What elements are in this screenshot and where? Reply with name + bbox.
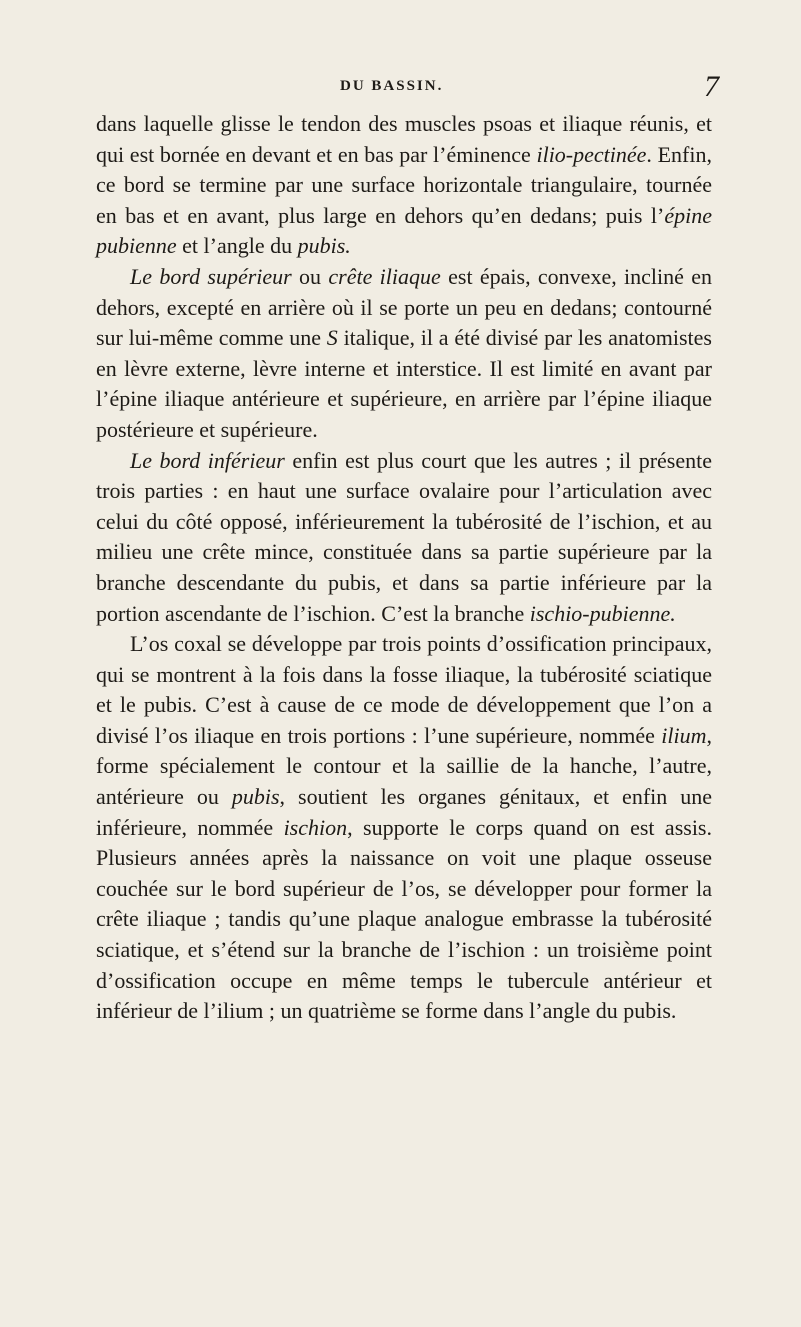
italic-term: S	[326, 325, 338, 351]
italic-term: pubis	[231, 784, 280, 810]
text-run: . Enfin, ce bord se termine par une surface horizontale triangulaire, tournée en bas et en avant, plus large en dehors qu’en dedans; puis l’	[96, 141, 712, 228]
text-run: ou	[291, 263, 329, 289]
text-run: est épais, convexe, incliné en dehors, excepté en arrière où il se porte un peu en dedans; contourné sur lui-même comme une	[96, 263, 712, 351]
italic-term: ilium	[661, 722, 707, 748]
page-number: 7	[704, 70, 719, 103]
italic-term: ischion	[283, 814, 348, 840]
text-run: dans laquelle glisse le tendon des muscles psoas et iliaque réunis, et qui est bornée en devant et en bas par l’éminence	[96, 111, 712, 167]
italic-term: Le bord inférieur	[130, 447, 285, 473]
italic-term: ilio-pectinée	[536, 141, 647, 167]
text-run: L’os coxal se développe par trois points d’ossification principaux, qui se montrent à la fois dans la fosse iliaque, la tubérosité sciatique et le pubis. C’est à cause de ce mode de développement que l’on a divisé l’os iliaque en trois portions : l’une supérieure, nommée	[96, 631, 712, 748]
italic-term: supérieur	[207, 263, 292, 289]
text-run: , forme spécialement le contour et la saillie de la hanche, l’autre, antérieure ou	[96, 722, 712, 810]
paragraph	[96, 446, 712, 630]
text-run: et l’angle du	[176, 233, 298, 259]
italic-term: ischio-pubienne.	[529, 600, 676, 626]
italic-term: Le bord	[130, 263, 201, 289]
text-run: , soutient les organes génitaux, et enfin une inférieure, nommée	[96, 784, 712, 840]
paragraph	[96, 629, 712, 1027]
text-run: enfin est plus court que les autres ; il présente trois parties : en haut une surface ovalaire pour l’articulation avec celui du côté opposé, inférieurement la tubérosité de l’ischion, et au milieu une crête mince, constituée dans sa partie supérieure par la branche descendante du pubis, et dans sa partie inférieure par la portion ascendante de l’ischion. C’est la branche	[96, 447, 712, 626]
italic-term: crête iliaque	[328, 263, 441, 289]
paragraph	[96, 109, 712, 262]
text-run: , supporte le corps quand on est assis. Plusieurs années après la naissance on voit une plaque osseuse couchée sur le bord supérieur de l’os, se développer pour former la crête iliaque ; tandis qu’une plaque analogue embrasse la tubérosité sciatique, et s’étend sur la branche de l’ischion : un troisième point d’ossification occupe en même temps le tubercule antérieur et inférieur de l’ilium ; un quatrième se forme dans l’angle du pubis.	[96, 814, 712, 1024]
italic-term: épine pubienne	[96, 202, 712, 259]
body-text	[96, 109, 712, 1027]
italic-term: pubis.	[297, 233, 351, 259]
paragraph	[96, 262, 712, 446]
running-head: DU BASSIN.	[340, 78, 444, 94]
text-run: italique, il a été divisé par les anatomistes en lèvre externe, lèvre interne et interstice. Il est limité en avant par l’épine iliaque antérieure et supérieure, en arrière par l’épine iliaque postérieure et supérieure.	[96, 325, 712, 442]
